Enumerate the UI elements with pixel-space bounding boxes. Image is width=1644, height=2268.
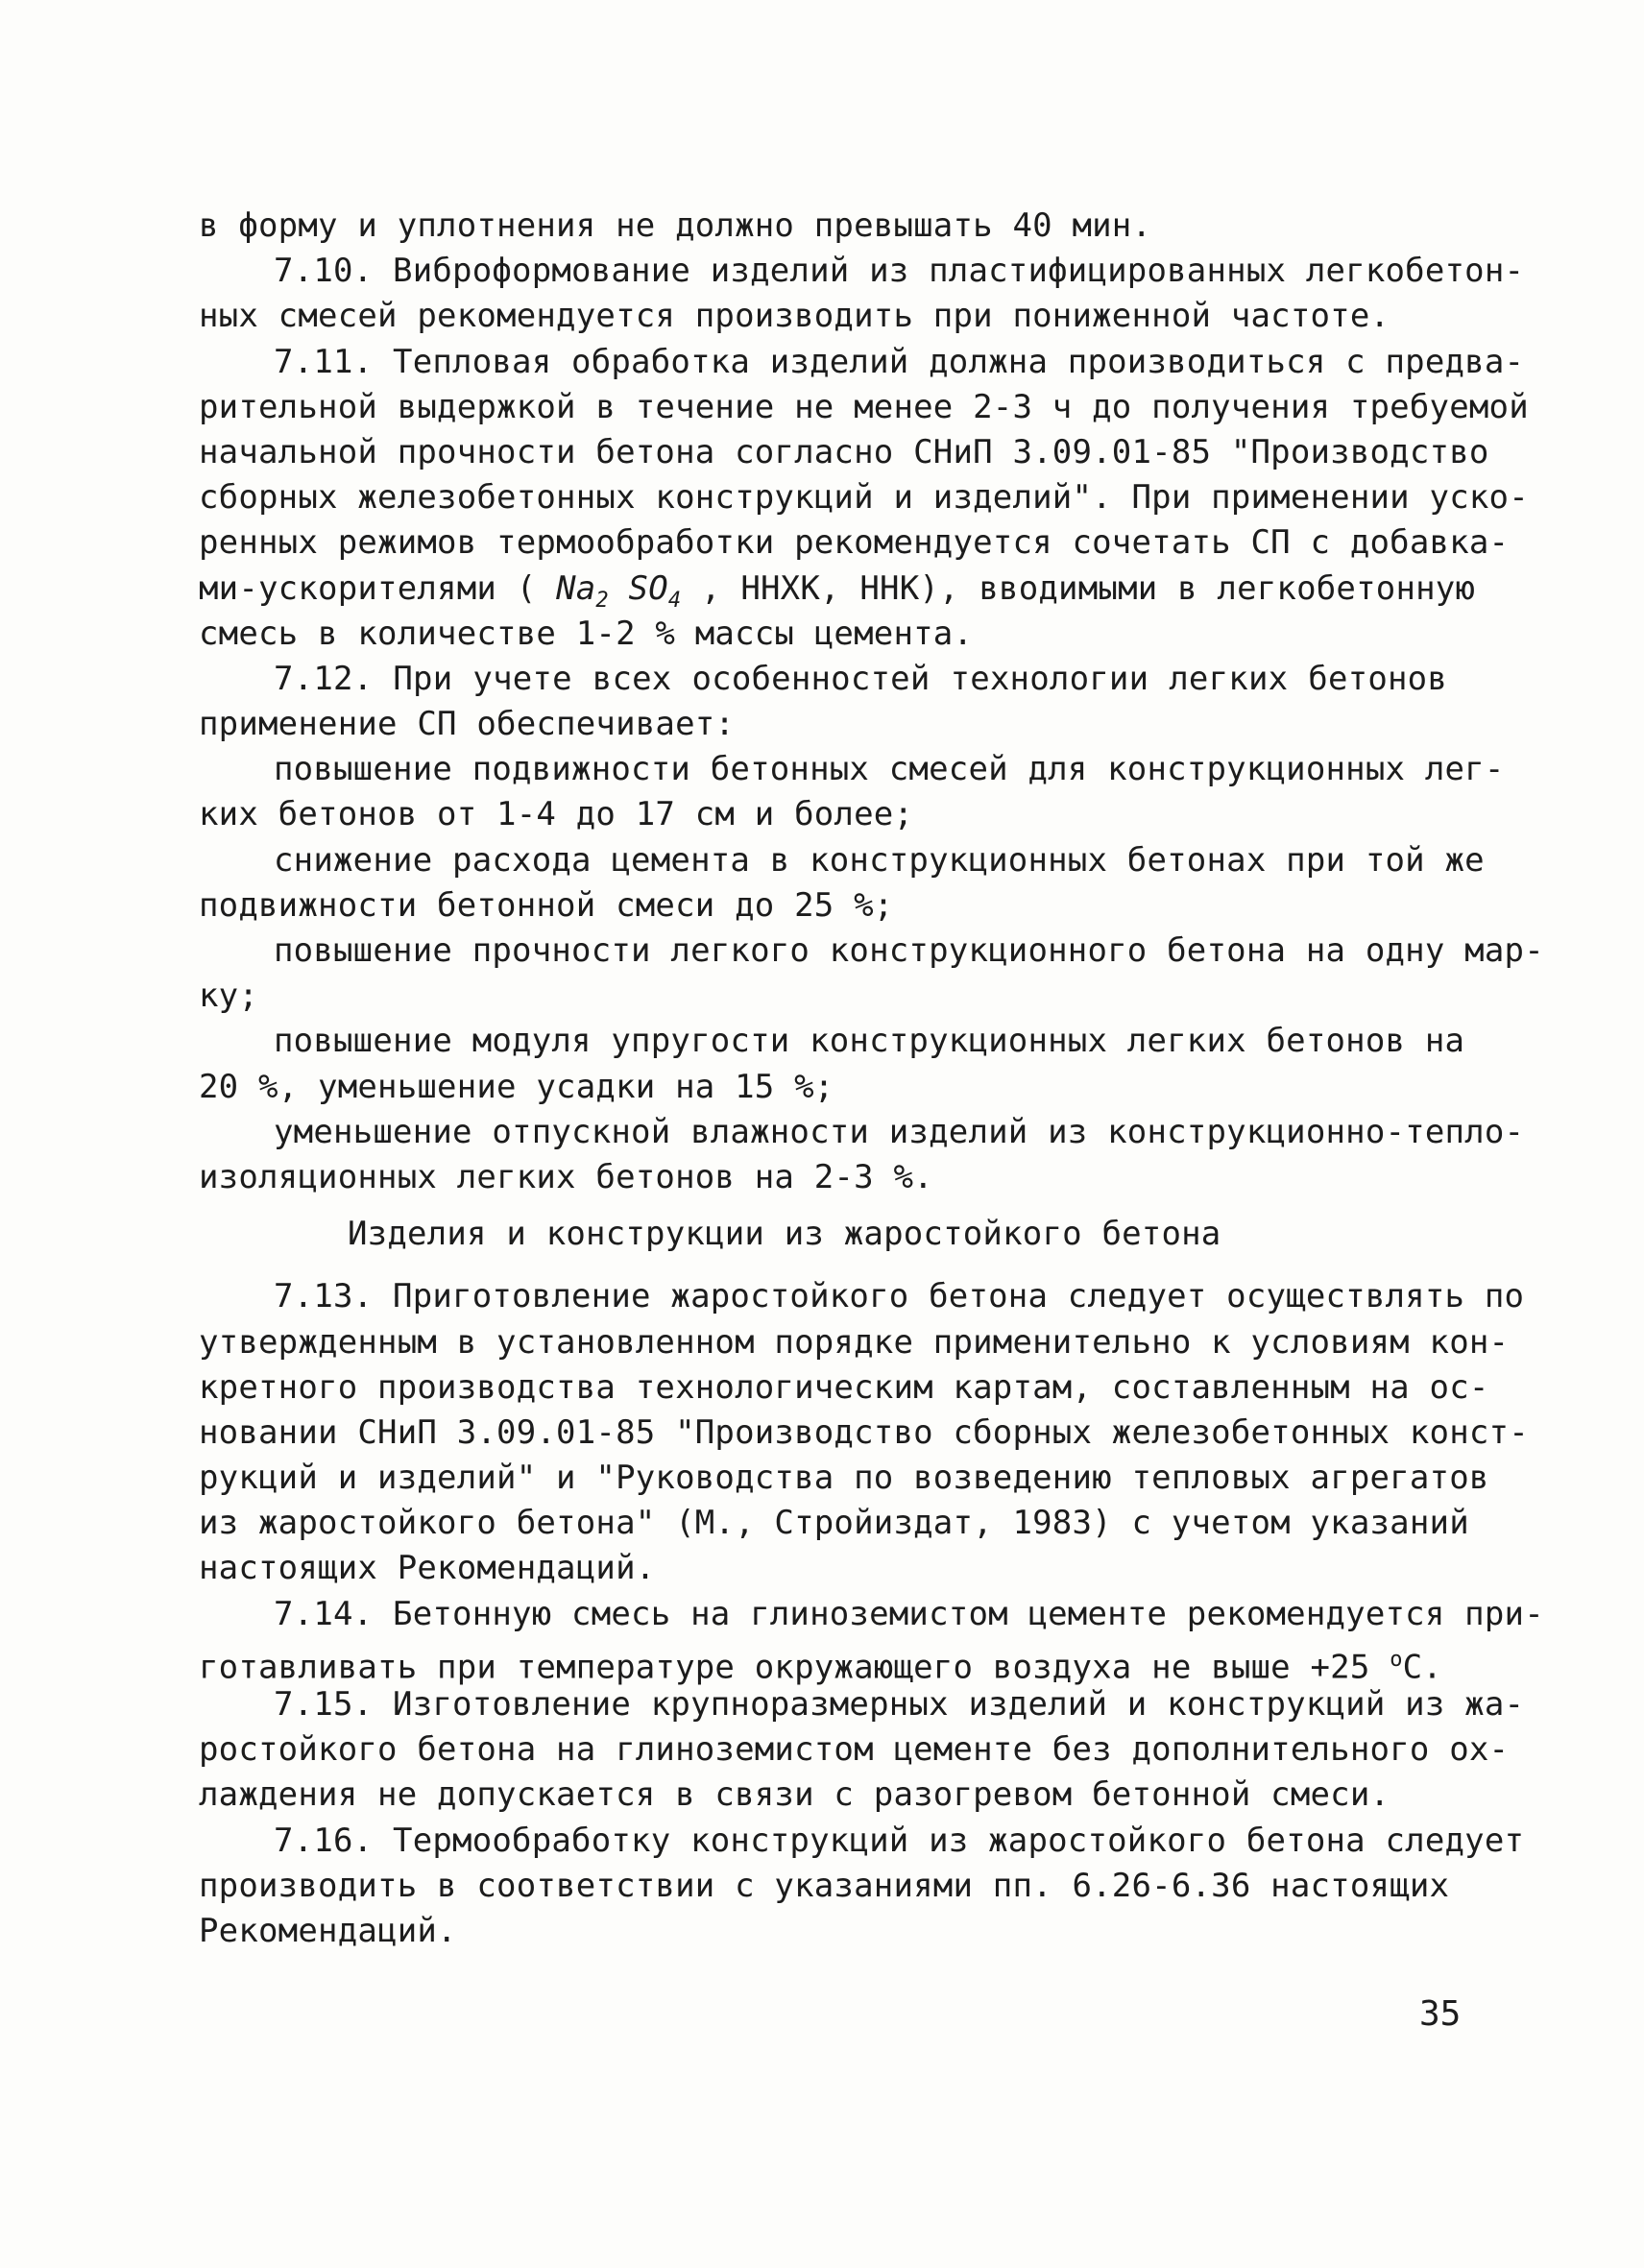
text-line: подвижности бетонной смеси до 25 %; [199,885,894,925]
degree-mark: о [1390,1647,1403,1672]
text-line: смесь в количестве 1-2 % массы цемента. [199,614,974,653]
text-line: начальной прочности бетона согласно СНиП 3.09.01-85 "Производство [199,432,1489,471]
text-line: рукций и изделий" и "Руководства по возведению тепловых агрегатов [199,1459,1489,1498]
text-fragment: ми-ускорителями ( [199,568,537,608]
text-line: настоящих Рекомендаций. [199,1549,656,1588]
text-line: ных смесей рекомендуется производить при пониженной частоте. [199,297,1390,336]
text-line: утвержденным в установленном порядке применительно к условиям кон- [199,1322,1510,1362]
text-line: новании СНиП 3.09.01-85 "Производство сборных железобетонных конст- [199,1412,1529,1452]
text-line: сборных железобетонных конструкций и изделий". При применении уско- [199,478,1529,518]
text-line-with-formula [199,567,1476,613]
text-line: ренных режимов термообработки рекомендуется сочетать СП с добавка- [199,523,1510,563]
page-number: 35 [1419,1994,1462,2034]
body-text [199,204,1544,1954]
text-line: Рекомендаций. [199,1911,457,1950]
list-item-line: снижение расхода цемента в конструкционных бетонах при той же [274,840,1485,880]
text-line: ку; [199,977,259,1016]
list-item-line: уменьшение отпускной влажности изделий из конструкционно-тепло- [274,1112,1525,1151]
section-heading: Изделия и конструкции из жаростойкого бетона [348,1215,1221,1254]
paragraph-7-12-line: 7.12. При учете всех особенностей технологии легких бетонов [274,659,1447,698]
text-fragment: С. [1402,1648,1442,1687]
text-line: рительной выдержкой в течение не менее 2-3 ч до получения требуемой [199,387,1529,426]
text-line: кретного производства технологическим картам, составленным на ос- [199,1367,1489,1407]
text-line: 20 %, уменьшение усадки на 15 %; [199,1067,834,1106]
paragraph-7-11-line: 7.11. Тепловая обработка изделий должна производиться с предва- [274,342,1525,381]
list-item-line: повышение модуля упругости конструкционных легких бетонов на [274,1022,1465,1061]
text-line-with-degree [199,1637,1447,1687]
text-fragment: готавливать при температуре окружающего воздуха не выше +25 [199,1648,1390,1687]
text-line: из жаростойкого бетона" (М., Стройиздат, 1983) с учетом указаний [199,1504,1469,1543]
text-fragment: , ННХК, ННК), вводимыми в легкобетонную [701,568,1476,608]
text-line: изоляционных легких бетонов на 2-3 %. [199,1157,933,1196]
text-line: производить в соответствии с указаниями пп. 6.26-6.36 настоящих [199,1866,1450,1905]
text-line: лаждения не допускается в связи с разогревом бетонной смеси. [199,1775,1390,1815]
paragraph-7-16-line: 7.16. Термообработку конструкций из жаростойкого бетона следует [274,1821,1525,1860]
paragraph-7-10-line: 7.10. Виброформование изделий из пластифицированных легкобетон- [274,252,1525,291]
text-line: в форму и уплотнения не должно превышать 40 мин. [199,206,1152,245]
paragraph-7-15-line: 7.15. Изготовление крупноразмерных изделий и конструкций из жа- [274,1685,1525,1724]
list-item-line: повышение подвижности бетонных смесей для конструкционных лег- [274,750,1505,789]
list-item-line: повышение прочности легкого конструкционного бетона на одну мар- [274,931,1544,970]
text-line: ких бетонов от 1-4 до 17 см и более; [199,795,914,834]
text-line: применение СП обеспечивает: [199,705,736,744]
text-line: ростойкого бетона на глиноземистом цементе без дополнительного ох- [199,1730,1510,1770]
chemical-formula: $Na_2$ $SO_4$ [556,568,682,613]
paragraph-7-14-line: 7.14. Бетонную смесь на глиноземистом цементе рекомендуется при- [274,1594,1544,1633]
paragraph-7-13-line: 7.13. Приготовление жаростойкого бетона следует осуществлять по [274,1277,1525,1316]
